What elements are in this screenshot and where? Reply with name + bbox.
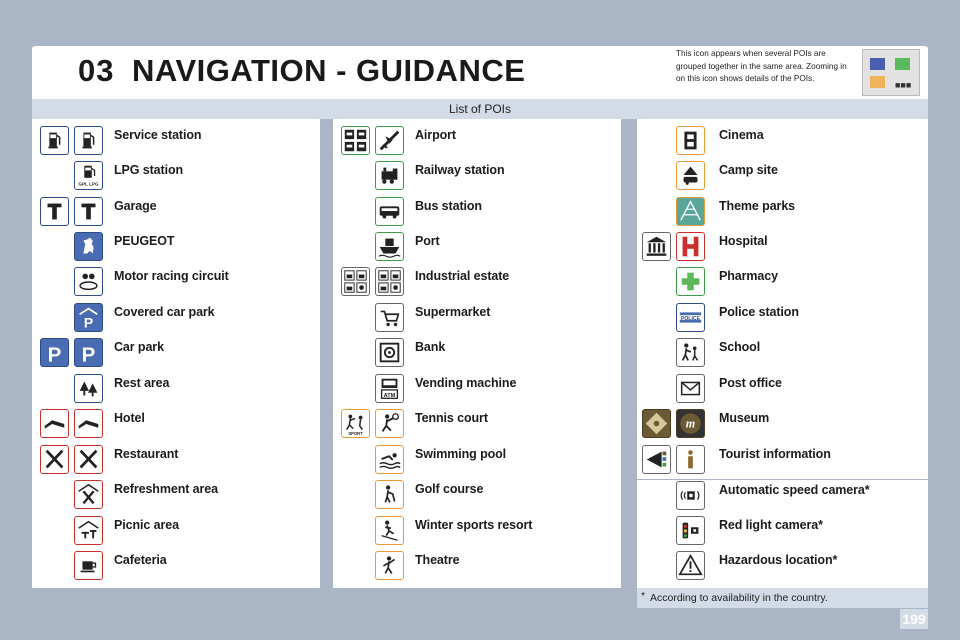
skier-icon xyxy=(375,516,404,545)
grouped-orange-square-icon xyxy=(870,76,885,88)
poi-label: Port xyxy=(415,234,440,248)
poi-label: Refreshment area xyxy=(114,482,219,496)
poi-label: Red light camera* xyxy=(719,518,823,532)
poi-label: Railway station xyxy=(415,163,505,177)
theatre-mask-icon xyxy=(375,551,404,580)
poi-label: Pharmacy xyxy=(719,269,778,283)
svg-text:P: P xyxy=(47,343,62,366)
public-building-icon xyxy=(642,232,671,261)
picnic-table-icon xyxy=(74,516,103,545)
poi-label: Cafeteria xyxy=(114,553,167,567)
poi-label: Golf course xyxy=(415,482,484,496)
poi-label: Hospital xyxy=(719,234,768,248)
poi-label: Covered car park xyxy=(114,305,215,319)
poi-label: Service station xyxy=(114,128,202,142)
golfer-icon xyxy=(375,480,404,509)
poi-label: Theme parks xyxy=(719,199,796,213)
hospital-h-icon xyxy=(676,232,705,261)
atm-icon xyxy=(375,374,404,403)
red-light-camera-icon xyxy=(676,516,705,545)
bus-icon xyxy=(375,197,404,226)
poi-label: Vending machine xyxy=(415,376,517,390)
sport-text: SPORT xyxy=(348,431,363,437)
museum-diamond-icon xyxy=(642,409,671,438)
poi-label: Automatic speed camera* xyxy=(719,483,870,497)
footnote-text: According to availability in the country. xyxy=(650,592,828,604)
poi-column-middle xyxy=(333,119,621,588)
bed-icon xyxy=(40,409,69,438)
poi-label: Car park xyxy=(114,340,164,354)
trees-icon xyxy=(74,374,103,403)
page-header xyxy=(32,46,928,99)
poi-label: Museum xyxy=(719,411,770,425)
poi-label: Winter sports resort xyxy=(415,518,533,532)
train-icon xyxy=(375,161,404,190)
poi-label: LPG station xyxy=(114,163,184,177)
shopping-cart-icon xyxy=(375,303,404,332)
bank-safe-icon xyxy=(375,338,404,367)
racing-circuit-icon xyxy=(74,267,103,296)
fuel-pump-icon xyxy=(74,126,103,155)
svg-text:P: P xyxy=(83,314,94,331)
tennis-player-icon xyxy=(375,409,404,438)
poi-label: Picnic area xyxy=(114,518,179,532)
poi-label: Bank xyxy=(415,340,446,354)
poi-label: PEUGEOT xyxy=(114,234,175,248)
sport-group-icon xyxy=(341,409,370,438)
grouped-dots-icon: ■■■ xyxy=(895,80,912,90)
swimmer-icon xyxy=(375,445,404,474)
warning-triangle-icon xyxy=(676,551,705,580)
poi-label: Police station xyxy=(719,305,799,319)
knife-fork-icon xyxy=(74,445,103,474)
poi-label: Swimming pool xyxy=(415,447,507,461)
transport-group-icon xyxy=(341,126,370,155)
grouped-poi-note: This icon appears when several POIs are grouped together in the same area. Zooming in on this icon shows details of the POIs. xyxy=(676,49,847,83)
poi-label: Camp site xyxy=(719,163,778,177)
poi-label: Industrial estate xyxy=(415,269,510,283)
page-title: NAVIGATION - GUIDANCE xyxy=(132,53,526,88)
grouped-poi-icon xyxy=(862,49,920,96)
atm-text: ATM xyxy=(383,392,396,399)
section-divider xyxy=(637,479,928,480)
poi-label: Post office xyxy=(719,376,782,390)
knife-fork-icon xyxy=(40,445,69,474)
children-icon xyxy=(676,338,705,367)
poi-label: Theatre xyxy=(415,553,460,567)
chapter-number: 03 xyxy=(78,53,115,88)
film-icon xyxy=(676,126,705,155)
poi-label: Garage xyxy=(114,199,157,213)
envelope-icon xyxy=(676,374,705,403)
covered-parking-icon xyxy=(74,303,103,332)
fuel-pump-icon xyxy=(40,126,69,155)
footnote xyxy=(637,588,928,608)
poi-list-heading: List of POIs xyxy=(32,99,928,119)
pharmacy-cross-icon xyxy=(676,267,705,296)
lpg-text: GPL LPG xyxy=(78,181,99,187)
museum-m-icon xyxy=(676,409,705,438)
footnote-star: * xyxy=(641,590,646,602)
poi-label: Bus station xyxy=(415,199,482,213)
speed-camera-icon xyxy=(676,481,705,510)
lpg-pump-icon xyxy=(74,161,103,190)
knife-fork-house-icon xyxy=(74,480,103,509)
poi-label: Tennis court xyxy=(415,411,488,425)
poi-label: Airport xyxy=(415,128,456,142)
tent-caravan-icon xyxy=(676,161,705,190)
page-number: 199 xyxy=(900,609,928,629)
theme-park-icon xyxy=(676,197,705,226)
police-text: POLICE xyxy=(680,315,701,322)
tourist-group-icon xyxy=(642,445,671,474)
lion-logo-icon xyxy=(74,232,103,261)
poi-label: Motor racing circuit xyxy=(114,269,229,283)
poi-label: School xyxy=(719,340,761,354)
poi-column-left xyxy=(32,119,320,588)
poi-label: Tourist information xyxy=(719,447,831,461)
svg-text:m: m xyxy=(685,416,696,431)
grouped-blue-square-icon xyxy=(870,58,885,70)
factory-group-icon xyxy=(341,267,370,296)
poi-label: Hazardous location* xyxy=(719,553,838,567)
poi-label: Rest area xyxy=(114,376,170,390)
poi-column-right xyxy=(637,119,928,588)
bed-icon xyxy=(74,409,103,438)
airplane-icon xyxy=(375,126,404,155)
poi-label: Restaurant xyxy=(114,447,179,461)
parking-p-icon xyxy=(74,338,103,367)
factory-group-icon xyxy=(375,267,404,296)
coffee-cup-icon xyxy=(74,551,103,580)
info-i-icon xyxy=(676,445,705,474)
svg-text:P: P xyxy=(81,343,96,366)
parking-p-icon xyxy=(40,338,69,367)
spanner-icon xyxy=(74,197,103,226)
poi-label: Hotel xyxy=(114,411,145,425)
police-icon xyxy=(676,303,705,332)
poi-label: Supermarket xyxy=(415,305,491,319)
poi-label: Cinema xyxy=(719,128,764,142)
ship-icon xyxy=(375,232,404,261)
spanner-icon xyxy=(40,197,69,226)
grouped-green-square-icon xyxy=(895,58,910,70)
